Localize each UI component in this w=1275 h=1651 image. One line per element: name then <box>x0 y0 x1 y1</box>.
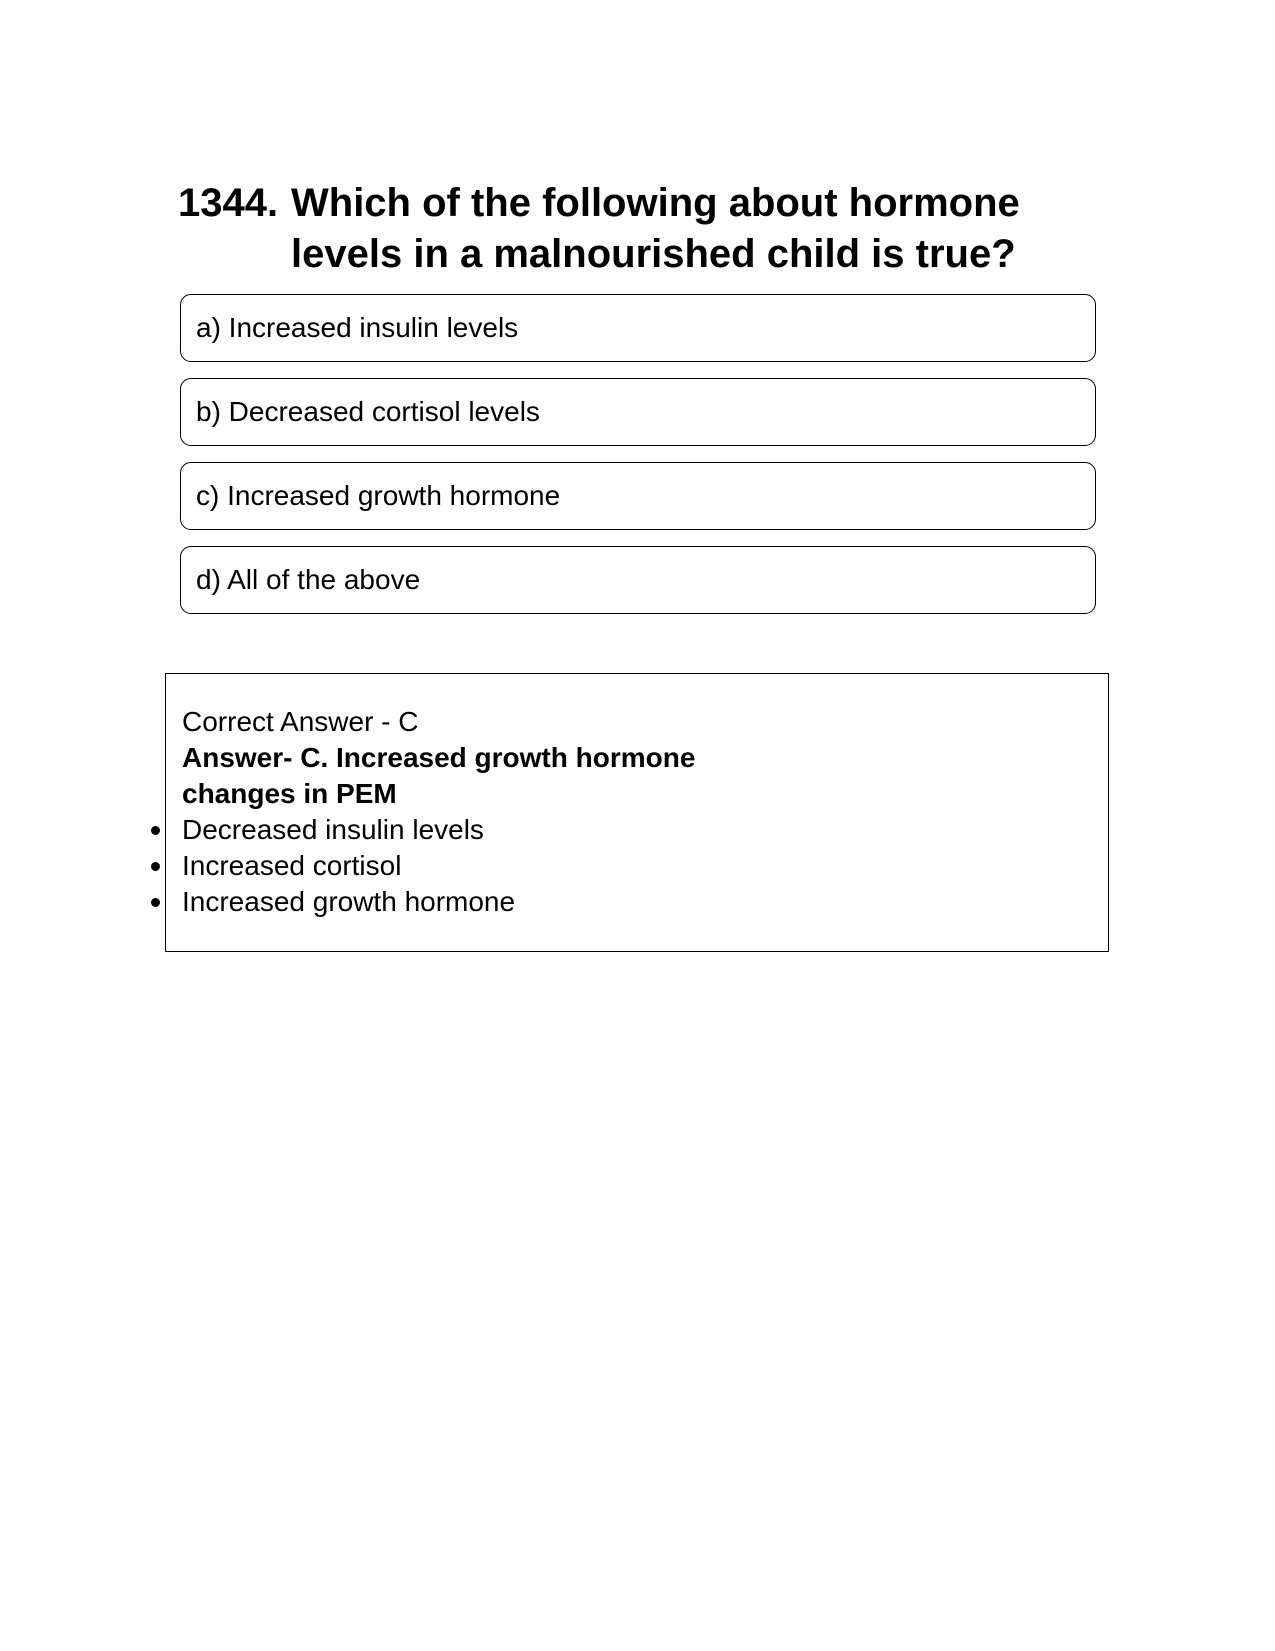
option-b[interactable] <box>180 378 1096 446</box>
answer-content <box>182 704 782 920</box>
list-item <box>182 884 782 920</box>
correct-answer-line: Correct Answer - C <box>182 706 419 737</box>
explanation-title: Answer- C. Increased growth hormone changes in PEM <box>182 742 696 809</box>
bullet-icon <box>151 898 160 907</box>
option-a-label: a) Increased insulin levels <box>196 312 519 343</box>
options-list <box>180 294 1096 630</box>
list-item <box>182 812 782 848</box>
point-text: Increased growth hormone <box>182 886 516 917</box>
explanation-points <box>182 812 782 920</box>
option-c-label: c) Increased growth hormone <box>196 480 561 511</box>
bullet-icon <box>151 862 160 871</box>
answer-box <box>165 673 1109 952</box>
question-number: 1344. <box>178 181 279 225</box>
list-item <box>182 848 782 884</box>
option-b-label: b) Decreased cortisol levels <box>196 396 540 427</box>
bullet-icon <box>151 826 160 835</box>
point-text: Decreased insulin levels <box>182 814 484 845</box>
point-text: Increased cortisol <box>182 850 402 881</box>
option-d-label: d) All of the above <box>196 564 421 595</box>
option-a[interactable] <box>180 294 1096 362</box>
option-c[interactable] <box>180 462 1096 530</box>
option-d[interactable] <box>180 546 1096 614</box>
question-text: Which of the following about hormone levels in a malnourished child is true? <box>291 181 1020 276</box>
question-heading <box>178 178 1098 280</box>
